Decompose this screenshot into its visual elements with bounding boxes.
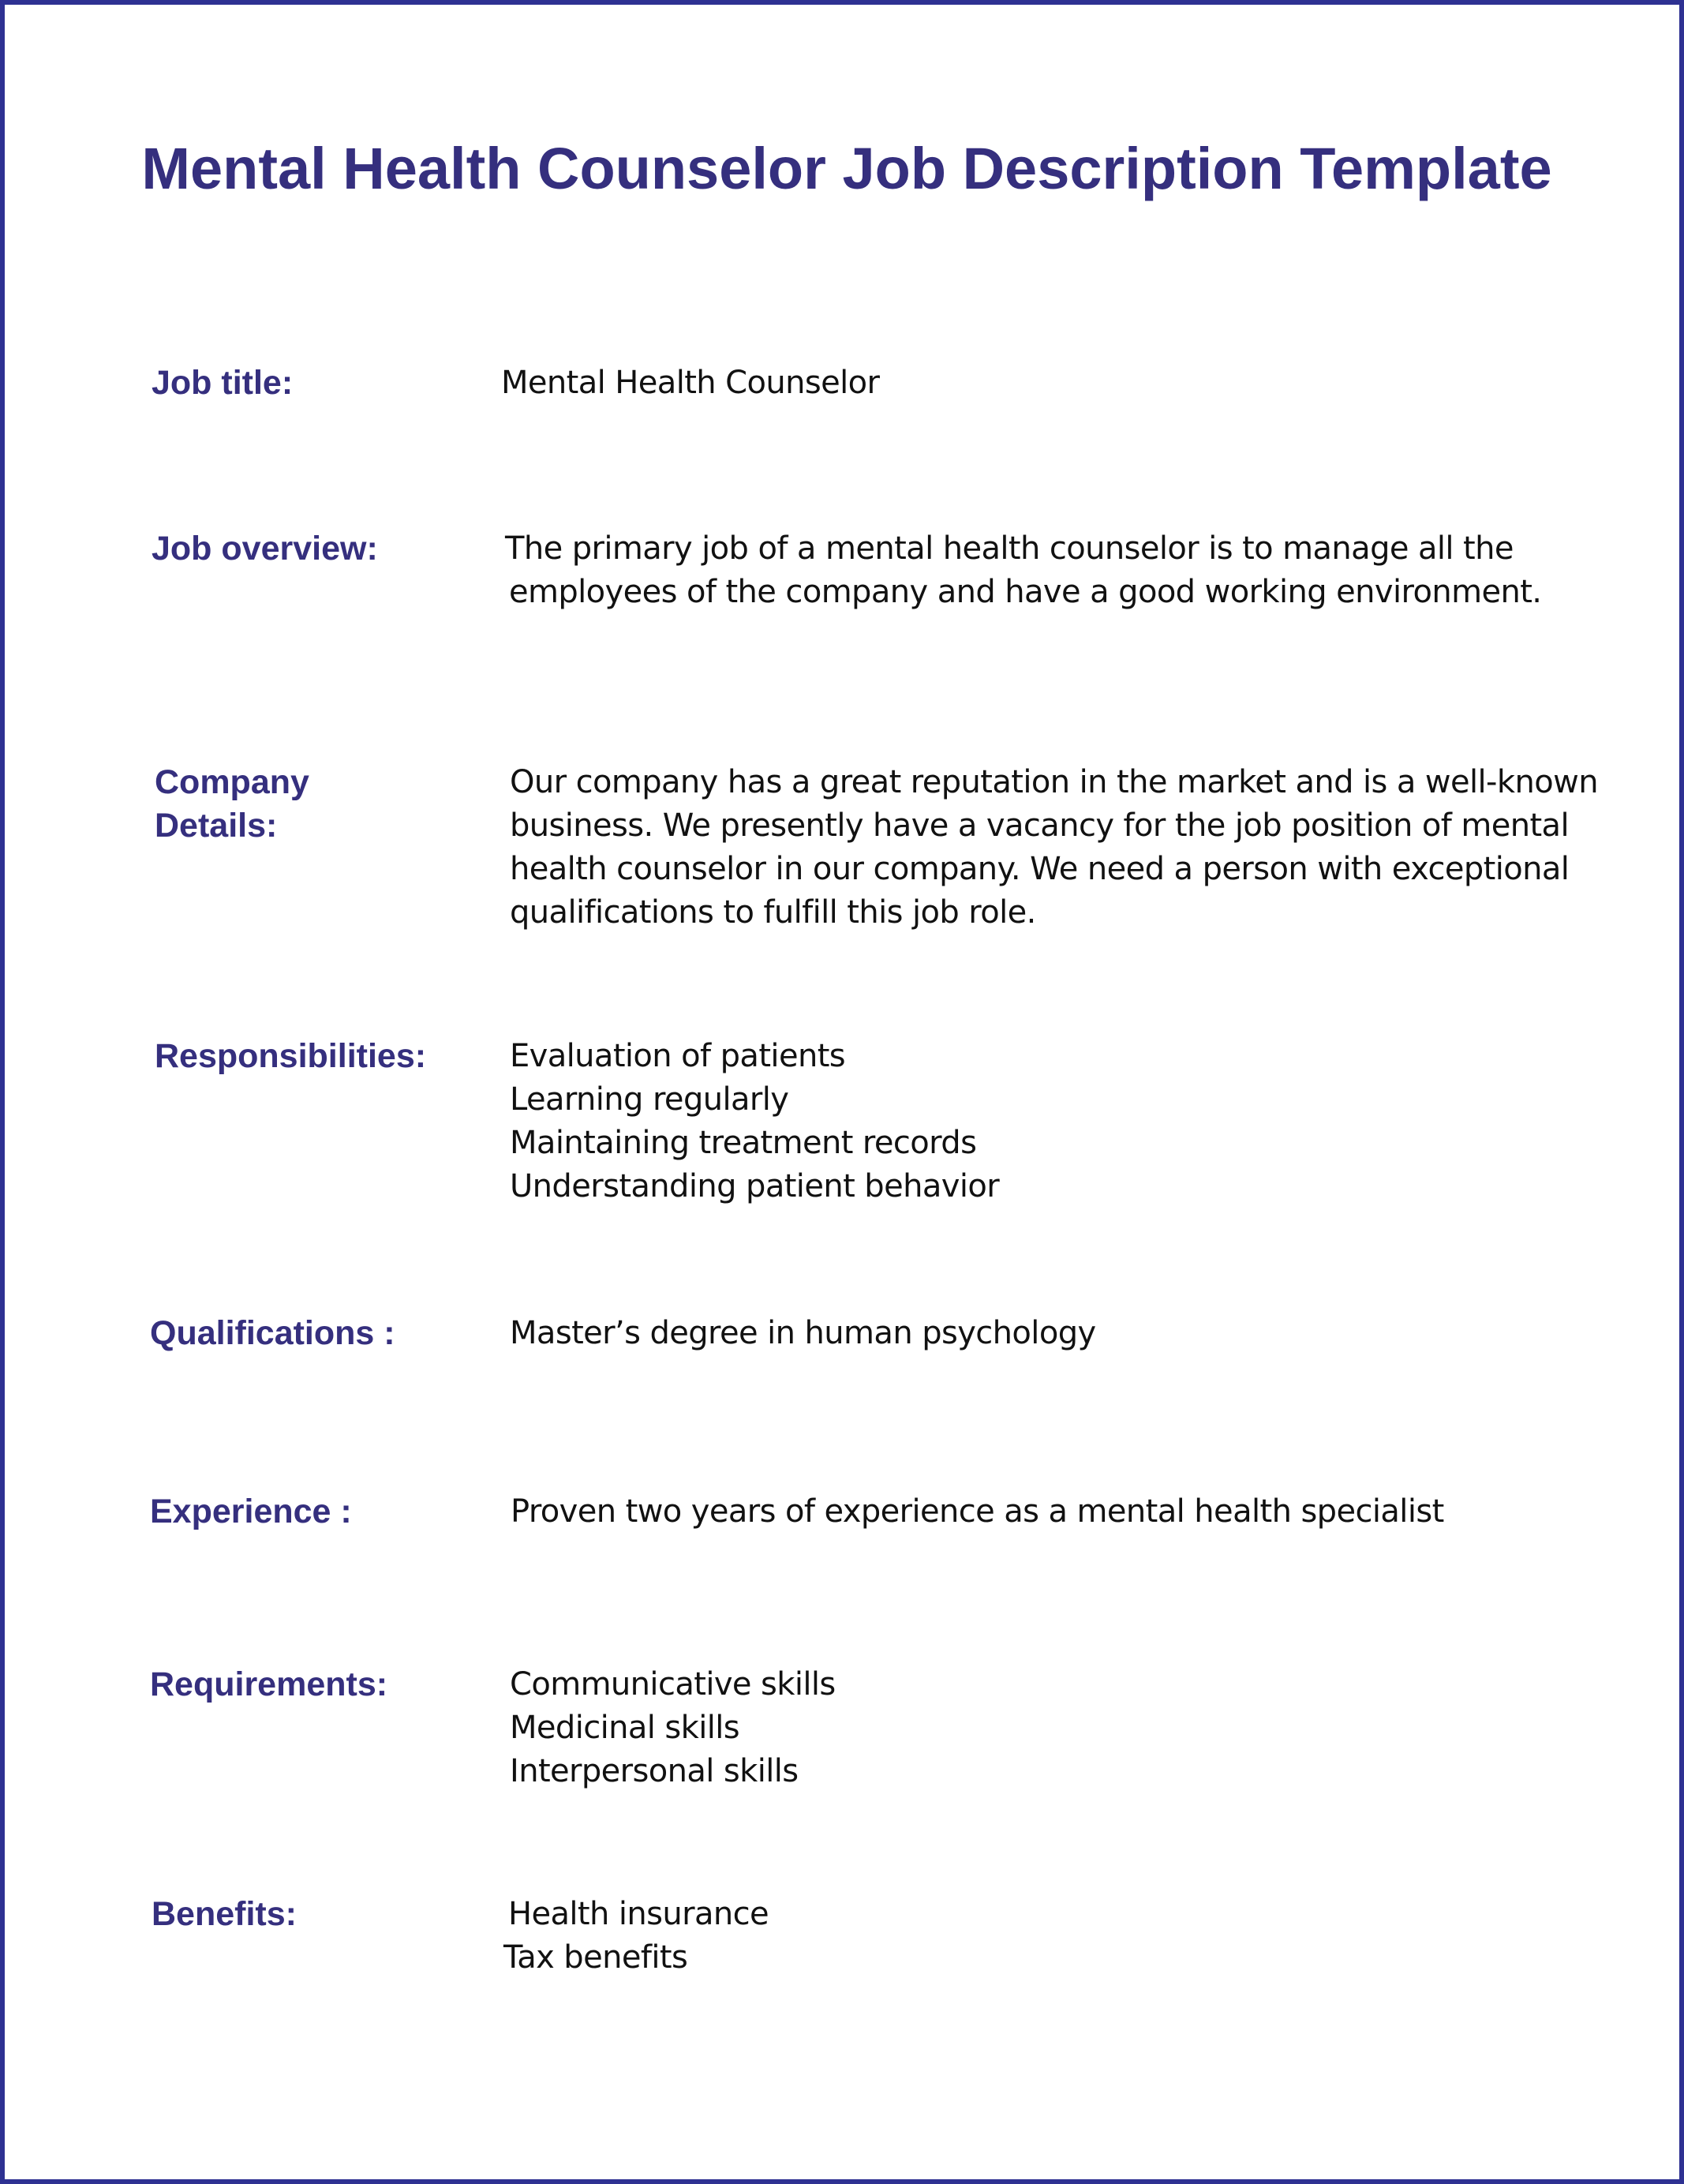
- company-details-label-line: Details:: [155, 807, 278, 845]
- job-overview-label: Job overview:: [152, 530, 378, 568]
- requirement-item: Communicative skills: [510, 1666, 836, 1703]
- benefit-item: Health insurance: [508, 1896, 769, 1932]
- company-details-line: Our company has a great reputation in the market and is a well-known: [510, 764, 1598, 800]
- job-title-value: Mental Health Counselor: [501, 365, 880, 401]
- company-details-label-line: Company: [155, 763, 309, 801]
- company-details-line: business. We presently have a vacancy for the job position of mental: [510, 807, 1569, 844]
- responsibility-item: Evaluation of patients: [510, 1038, 846, 1074]
- company-details-label: [155, 761, 309, 848]
- experience-label: Experience :: [150, 1493, 352, 1530]
- qualifications-value: Master’s degree in human psychology: [510, 1315, 1096, 1351]
- experience-value: Proven two years of experience as a mental health specialist: [511, 1493, 1444, 1530]
- benefits-label: Benefits:: [152, 1895, 297, 1933]
- responsibilities-list: [510, 1035, 999, 1208]
- requirement-item: Interpersonal skills: [510, 1753, 799, 1789]
- responsibility-item: Understanding patient behavior: [510, 1168, 1000, 1204]
- responsibility-item: Maintaining treatment records: [510, 1125, 977, 1161]
- job-overview-line: The primary job of a mental health counselor is to manage all the: [505, 530, 1514, 567]
- requirements-label: Requirements:: [150, 1665, 388, 1703]
- requirement-item: Medicinal skills: [510, 1710, 740, 1746]
- job-overview-line: employees of the company and have a good working environment.: [509, 574, 1542, 610]
- qualifications-label: Qualifications :: [150, 1314, 395, 1352]
- responsibility-item: Learning regularly: [510, 1081, 789, 1118]
- benefits-list: [503, 1893, 769, 1980]
- document-title: Mental Health Counselor Job Description Template: [141, 136, 1552, 201]
- company-details-line: health counselor in our company. We need a person with exceptional: [510, 851, 1570, 887]
- requirements-list: [510, 1663, 836, 1793]
- responsibilities-label: Responsibilities:: [155, 1037, 427, 1075]
- job-overview-text: [505, 527, 1541, 614]
- company-details-text: [510, 761, 1598, 935]
- company-details-line: qualifications to fulfill this job role.: [510, 894, 1036, 931]
- job-title-label: Job title:: [152, 364, 294, 402]
- benefit-item: Tax benefits: [503, 1939, 688, 1976]
